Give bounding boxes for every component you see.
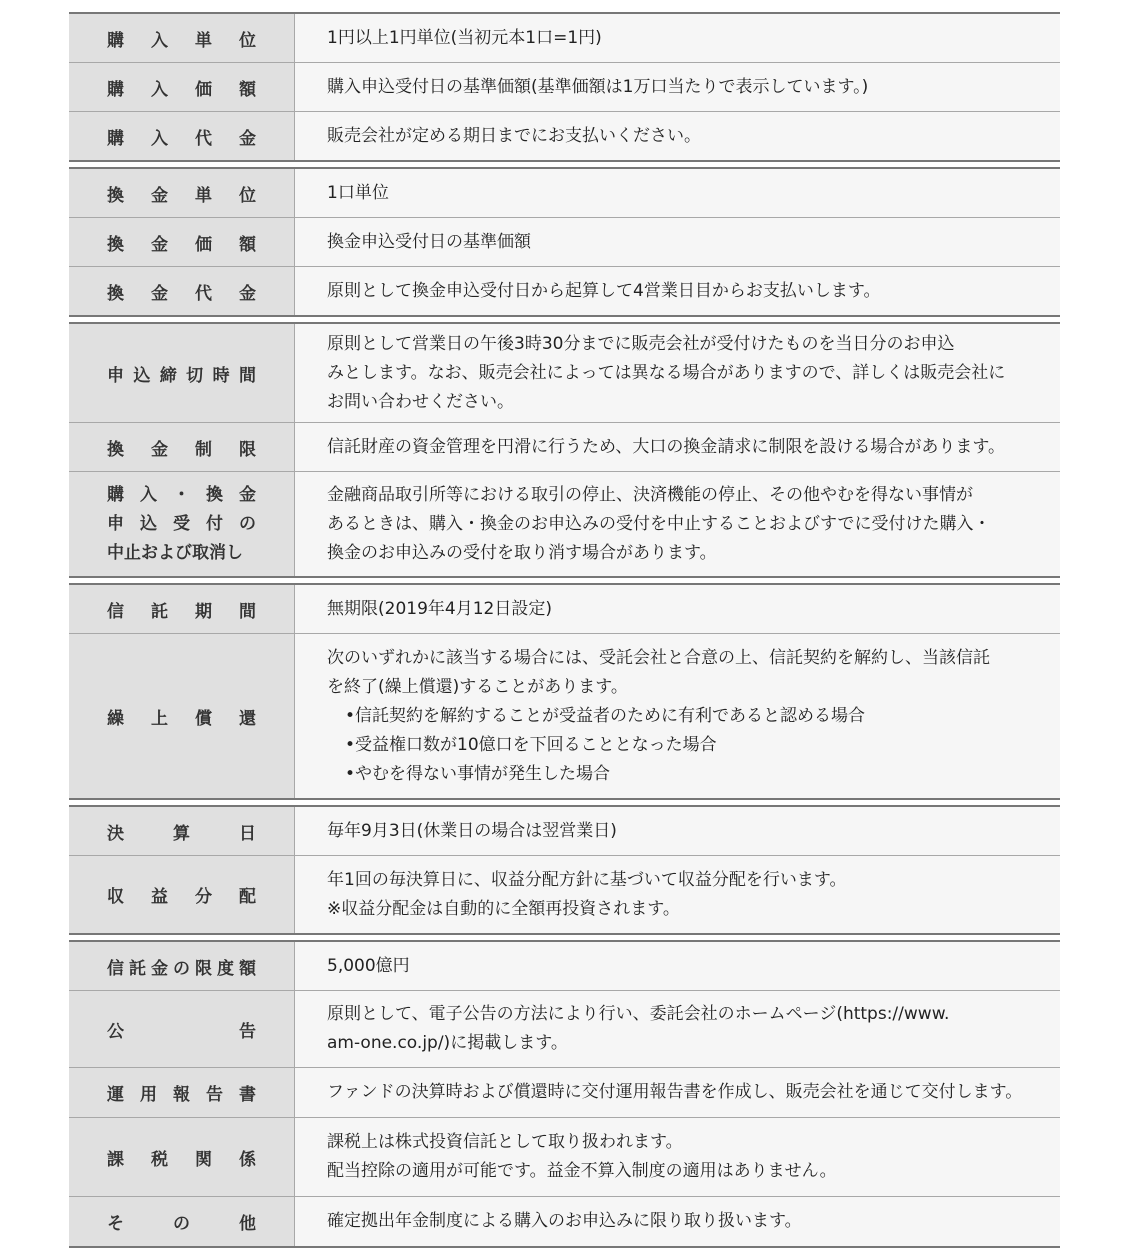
table-row: [69, 63, 1060, 112]
row-label: [69, 585, 295, 633]
row-value: [295, 112, 1060, 160]
label-char: 託: [129, 958, 146, 979]
value-line: 販売会社が定める期日までにお支払いください。: [327, 125, 701, 146]
table-row: [69, 942, 1060, 991]
label-char: 益: [151, 887, 168, 907]
label-chars: [107, 279, 256, 304]
row-value: [295, 1068, 1060, 1117]
label-char: 金: [151, 283, 168, 304]
label-chars: [107, 26, 256, 51]
row-label: [69, 63, 295, 111]
table-row: [69, 807, 1060, 856]
label-char: の: [173, 958, 190, 979]
value-line: 配当控除の適用が可能です。益金不算入制度の適用はありません。: [327, 1161, 837, 1181]
label-chars: [107, 230, 256, 255]
label-char: 金: [151, 234, 168, 255]
row-label: [69, 14, 295, 62]
trust-term-group: [69, 583, 1060, 800]
label-chars: [107, 1080, 256, 1105]
label-char: 入: [151, 79, 168, 100]
label-char: 告: [206, 1085, 223, 1105]
label-char: 制: [195, 439, 212, 460]
label-chars: [107, 704, 256, 729]
label-char: 入: [151, 30, 168, 51]
value-line: 5,000億円: [327, 955, 410, 976]
label-char: 分: [195, 887, 212, 907]
label-char: 間: [239, 601, 256, 622]
row-label: [69, 169, 295, 217]
fund-terms-table: [69, 12, 1060, 1248]
row-label: [69, 807, 295, 855]
label-char: 告: [239, 1021, 256, 1042]
value-line: 無期限(2019年4月12日設定): [327, 598, 552, 619]
table-row: [69, 423, 1060, 472]
row-label: [69, 472, 295, 576]
value-line: 毎年9月3日(休業日の場合は翌営業日): [327, 820, 617, 841]
row-value: [295, 856, 1060, 933]
value-line: 原則として、電子公告の方法により行い、委託会社のホームページ(https://www.: [327, 1004, 950, 1024]
table-row: [69, 324, 1060, 423]
row-value: [295, 14, 1060, 62]
bullet-item: •受益権口数が10億口を下回ることとなった場合: [345, 734, 717, 755]
row-value: [295, 472, 1060, 576]
settlement-group: [69, 805, 1060, 935]
table-row: [69, 112, 1060, 160]
label-char: 換: [107, 234, 124, 255]
label-char: 代: [195, 283, 212, 304]
value-line: 金融商品取引所等における取引の停止、決済機能の停止、その他やむを得ない事情が: [327, 484, 973, 505]
label-chars: [107, 181, 256, 206]
label-char: 限: [195, 958, 212, 979]
label-char: 還: [239, 708, 256, 729]
label-char: 繰: [107, 708, 124, 729]
row-value: [295, 991, 1060, 1067]
label-char: 上: [151, 708, 168, 729]
table-row: [69, 169, 1060, 218]
label-char: 単: [195, 30, 212, 51]
label-char: 締: [159, 365, 177, 386]
label-char: 込: [133, 365, 151, 386]
label-char: 換: [206, 484, 223, 505]
label-char: 金: [239, 128, 256, 149]
label-char: 決: [107, 823, 124, 844]
label-char: 係: [239, 1149, 256, 1170]
label-char: 購: [107, 128, 124, 149]
value-line: 1円以上1円単位(当初元本1口=1円): [327, 27, 602, 48]
row-label: [69, 1197, 295, 1246]
label-char: 度: [217, 958, 234, 979]
label-char: 購: [107, 79, 124, 100]
table-row: [69, 1068, 1060, 1118]
label-char: 位: [239, 185, 256, 206]
label-char: 額: [239, 79, 256, 100]
value-line: 原則として営業日の午後3時30分までに販売会社が受付けたものを当日分のお申込: [327, 333, 955, 354]
label-stack: [107, 481, 256, 568]
table-row: [69, 1197, 1060, 1246]
label-char: 金: [239, 283, 256, 304]
value-line: 原則として換金申込受付日から起算して4営業日目からお支払いします。: [327, 280, 881, 301]
label-char: 申: [107, 513, 124, 534]
label-char: 運: [107, 1085, 124, 1105]
label-char: 購: [107, 484, 124, 505]
label-char: 単: [195, 185, 212, 206]
label-char: 額: [239, 234, 256, 255]
row-label: [69, 218, 295, 266]
row-value: [295, 324, 1060, 422]
row-label: [69, 112, 295, 160]
label-chars: [107, 1209, 256, 1234]
label-line: [107, 539, 256, 568]
label-char: 換: [107, 283, 124, 304]
value-line: あるときは、購入・換金のお申込みの受付を中止することおよびすでに受付けた購入・: [327, 513, 991, 534]
label-chars: [107, 1145, 256, 1170]
label-chars: [107, 819, 256, 844]
label-chars: [107, 597, 256, 622]
label-char: 課: [107, 1149, 124, 1170]
row-label: [69, 324, 295, 422]
value-line: 換金申込受付日の基準価額: [327, 231, 531, 252]
label-char: 切: [186, 365, 204, 386]
row-label: [69, 856, 295, 933]
label-char: 他: [239, 1214, 256, 1234]
value-line: 年1回の毎決算日に、収益分配方針に基づいて収益分配を行います。: [327, 869, 847, 890]
row-label: [69, 267, 295, 315]
label-char: 入: [151, 128, 168, 149]
value-line: 1口単位: [327, 182, 389, 203]
label-chars: [107, 882, 256, 907]
label-char: ・: [173, 484, 190, 505]
row-value: [295, 423, 1060, 471]
label-line: [107, 481, 256, 510]
label-char: 金: [151, 958, 168, 979]
label-char: 額: [239, 958, 256, 979]
table-row: [69, 472, 1060, 576]
other-terms-group: [69, 940, 1060, 1248]
label-char: 用: [140, 1085, 157, 1105]
label-char: 付: [206, 513, 223, 534]
row-label: [69, 942, 295, 990]
bullet-item: •やむを得ない事情が発生した場合: [345, 763, 611, 784]
label-char: 託: [151, 601, 168, 622]
label-char: 金: [151, 439, 168, 460]
table-row: [69, 218, 1060, 267]
row-value: [295, 169, 1060, 217]
row-label: [69, 991, 295, 1067]
label-char: 間: [238, 365, 256, 386]
table-row: [69, 585, 1060, 634]
label-char: 価: [195, 79, 212, 100]
label-char: 報: [173, 1085, 190, 1105]
row-label: [69, 423, 295, 471]
label-char: 受: [173, 513, 190, 534]
label-char: 関: [195, 1149, 212, 1170]
purchase-group: [69, 12, 1060, 162]
row-value: [295, 1197, 1060, 1246]
value-line: を終了(繰上償還)することがあります。: [327, 676, 628, 697]
label-char: 公: [107, 1021, 124, 1042]
label-char: の: [239, 513, 256, 534]
label-chars: [107, 124, 256, 149]
table-row: [69, 14, 1060, 63]
row-value: [295, 63, 1060, 111]
value-line: 確定拠出年金制度による購入のお申込みに限り取り扱います。: [327, 1211, 802, 1231]
label-char: 申: [107, 365, 124, 386]
label-char: 限: [239, 439, 256, 460]
value-line: 次のいずれかに該当する場合には、受託会社と合意の上、信託契約を解約し、当該信託: [327, 647, 990, 668]
value-line: みとします。なお、販売会社によっては異なる場合がありますので、詳しくは販売会社に: [327, 362, 1006, 383]
table-row: [69, 856, 1060, 933]
value-line: ※収益分配金は自動的に全額再投資されます。: [327, 898, 680, 919]
table-row: [69, 634, 1060, 798]
label-char: 期: [195, 601, 212, 622]
table-row: [69, 991, 1060, 1068]
row-label: [69, 1068, 295, 1117]
label-char: 信: [107, 958, 124, 979]
label-chars: [107, 361, 256, 386]
value-line: 課税上は株式投資信託として取り扱われます。: [327, 1132, 683, 1152]
row-value: [295, 807, 1060, 855]
label-char: 込: [140, 513, 157, 534]
label-char: 換: [107, 185, 124, 206]
value-line: 換金のお申込みの受付を取り消す場合があります。: [327, 542, 717, 563]
row-value: [295, 585, 1060, 633]
label-char: の: [173, 1214, 190, 1234]
label-char: 配: [239, 887, 256, 907]
label-char: 位: [239, 30, 256, 51]
bullet-item: •信託契約を解約することが受益者のために有利であると認める場合: [345, 705, 866, 726]
value-line: ファンドの決算時および償還時に交付運用報告書を作成し、販売会社を通じて交付します。: [327, 1082, 1023, 1102]
value-line: 信託財産の資金管理を円滑に行うため、大口の換金請求に制限を設ける場合があります。: [327, 436, 1005, 457]
label-chars: [107, 954, 256, 979]
row-value: [295, 942, 1060, 990]
label-char: 代: [195, 128, 212, 149]
table-row: [69, 1118, 1060, 1197]
label-char: 収: [107, 887, 124, 907]
label-char: 日: [239, 823, 256, 844]
label-chars: [107, 1017, 256, 1042]
label-char: そ: [107, 1214, 124, 1234]
label-char: 信: [107, 601, 124, 622]
label-char: 金: [239, 484, 256, 505]
label-char: 入: [140, 484, 157, 505]
label-char: 購: [107, 30, 124, 51]
row-label: [69, 634, 295, 798]
label-char: 中止および取消し: [107, 542, 243, 563]
row-label: [69, 1118, 295, 1196]
label-char: 価: [195, 234, 212, 255]
value-line: 購入申込受付日の基準価額(基準価額は1万口当たりで表示しています。): [327, 76, 869, 97]
row-value: [295, 634, 1060, 798]
value-line: am-one.co.jp/)に掲載します。: [327, 1033, 568, 1053]
row-value: [295, 218, 1060, 266]
label-chars: [107, 75, 256, 100]
application-group: [69, 322, 1060, 578]
label-char: 償: [195, 708, 212, 729]
label-char: 時: [212, 365, 230, 386]
label-chars: [107, 435, 256, 460]
table-row: [69, 267, 1060, 315]
label-line: [107, 510, 256, 539]
value-line: お問い合わせください。: [327, 391, 514, 412]
row-value: [295, 1118, 1060, 1196]
label-char: 金: [151, 185, 168, 206]
label-char: 換: [107, 439, 124, 460]
label-char: 算: [173, 823, 190, 844]
label-char: 書: [239, 1085, 256, 1105]
row-value: [295, 267, 1060, 315]
redemption-group: [69, 167, 1060, 317]
label-char: 税: [151, 1149, 168, 1170]
